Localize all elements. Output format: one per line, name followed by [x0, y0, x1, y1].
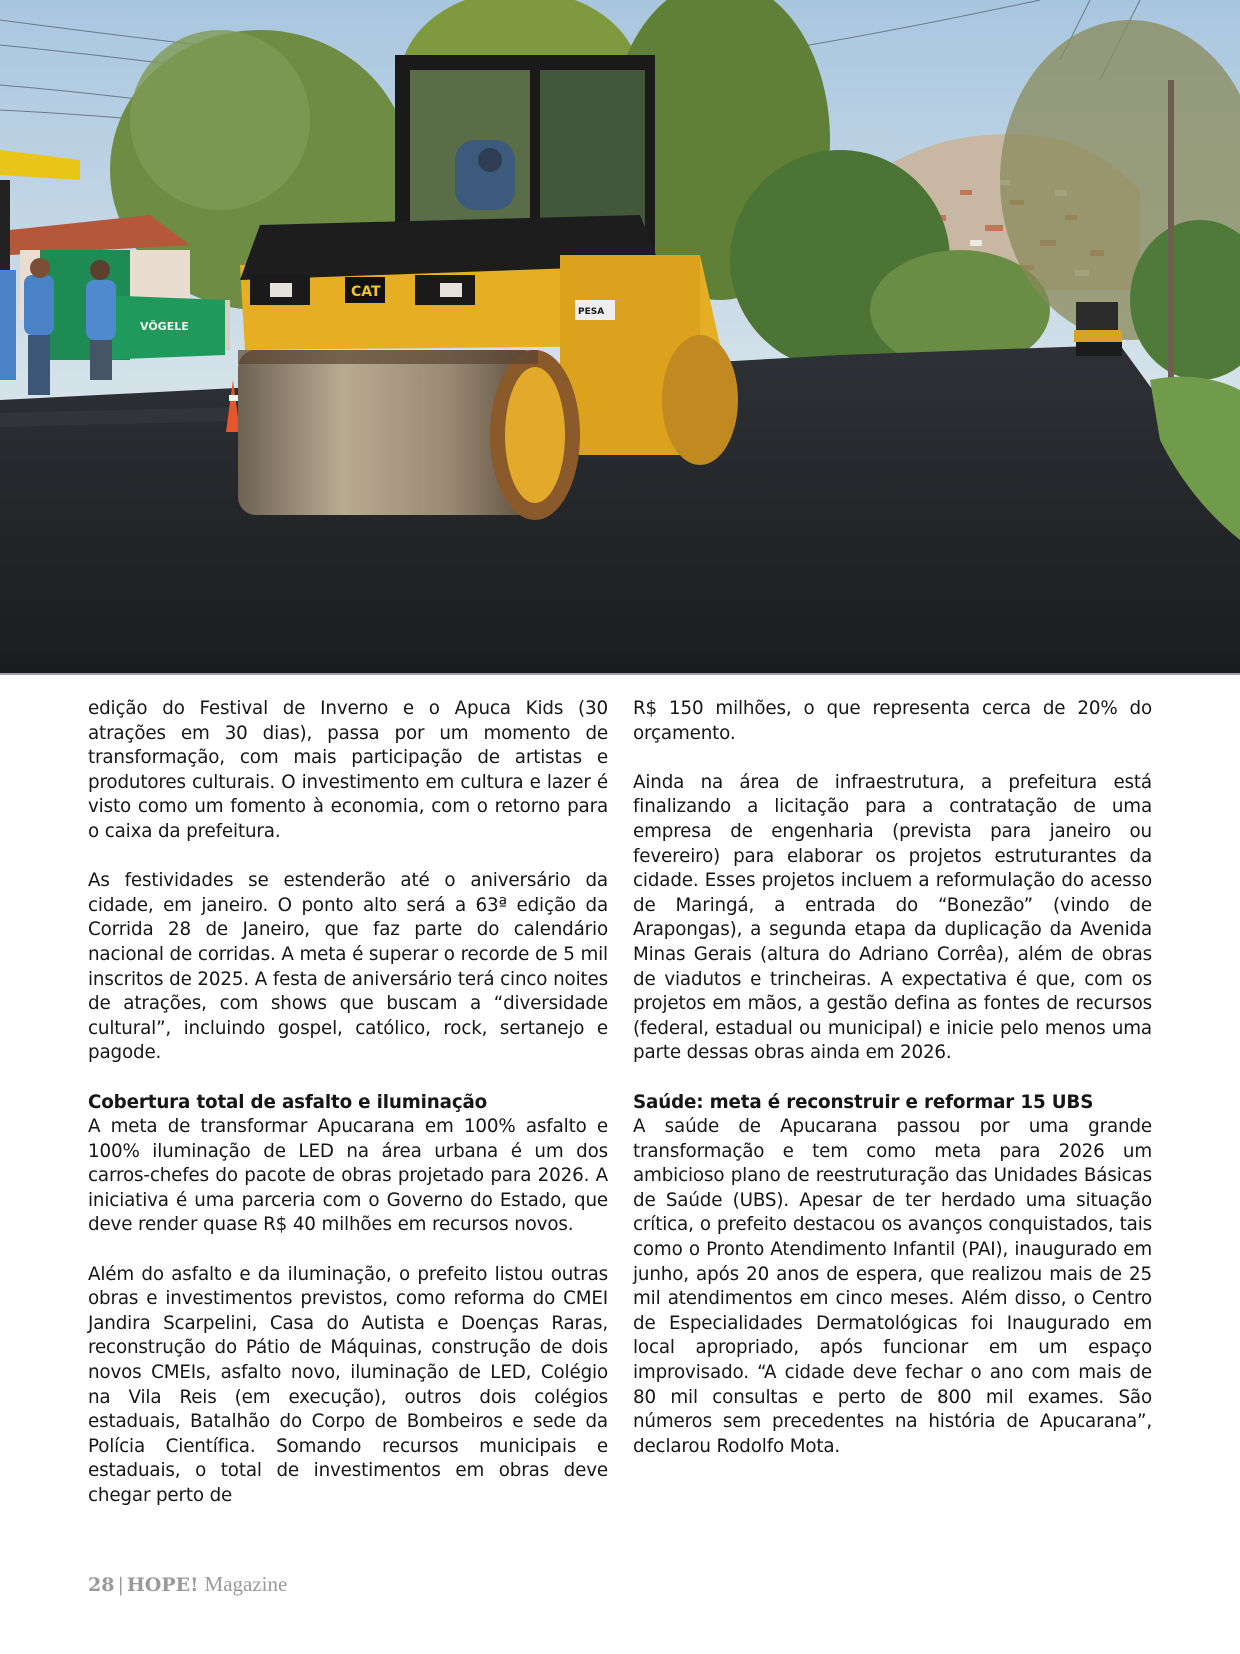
- magazine-brand: HOPE!: [126, 1574, 199, 1596]
- roller-brand-text: CAT: [351, 284, 381, 300]
- magazine-label: Magazine: [204, 1572, 288, 1596]
- distant-roller: [1074, 302, 1122, 356]
- paragraph-asphalt-goal: A meta de transformar Apucarana em 100% asfalto e 100% iluminação de LED na área urbana é um dos carros-chefes do pacote de obras projetado para 2026. A iniciativa é uma parceria com o Governo do Estado, que deve render quase R$ 40 milhões em recursos novos.: [88, 1116, 608, 1236]
- section-heading-asphalt: Cobertura total de asfalto e iluminação: [88, 1091, 488, 1113]
- roller-side-label: PESA: [578, 307, 605, 317]
- section-heading-health: Saúde: meta é reconstruir e reformar 15 UBS: [633, 1091, 1094, 1113]
- paragraph-budget: R$ 150 milhões, o que representa cerca de 20% do orçamento.: [633, 698, 1152, 744]
- left-column: [88, 697, 608, 1533]
- paragraph-health: A saúde de Apucarana passou por uma grande transformação e tem como meta para 2026 um ambicioso plano de reestruturação das Unidades Básicas de Saúde (UBS). Apesar de ter herdado uma situação crítica, o prefeito destacou os avanços conquistados, tais como o Pronto Atendimento Infantil (PAI), inaugurado em junho, após 20 anos de espera, que realizou mais de 25 mil atendimentos em cinco meses. Além disso, o Centro de Especialidades Dermatológicas foi Inaugurado em local apropriado, após funcionar em um espaço improvisado. “A cidade deve fechar o ano com mais de 80 mil consultas e perto de 800 mil exames. São números sem precedentes na história de Apucarana”, declarou Rodolfo Mota.: [633, 1116, 1152, 1457]
- footer-separator: |: [117, 1574, 124, 1596]
- paragraph-other-works: Além do asfalto e da iluminação, o prefeito listou outras obras e investimentos previstos, como reforma do CMEI Jandira Scarpelini, Casa do Autista e Doenças Raras, reconstrução do Pátio de Máquinas, construção de dois novos CMEIs, asfalto novo, iluminação de LED, Colégio na Vila Reis (em execução), outros dois colégios estaduais, Batalhão do Corpo de Bombeiros e sede da Polícia Científica. Somando recursos municipais e estaduais, o total de investimentos em obras deve chegar perto de: [88, 1263, 608, 1506]
- paragraph-festivities: As festividades se estenderão até o aniversário da cidade, em janeiro. O ponto alto será a 63ª edição da Corrida 28 de Janeiro, que faz parte do calendário nacional de corridas. A meta é superar o recorde de 5 mil inscritos de 2025. A festa de aniversário terá cinco noites de atrações, com shows que buscam a “diversidade cultural”, incluindo gospel, católico, rock, sertanejo e pagode.: [88, 870, 608, 1064]
- page-footer: [88, 1572, 287, 1597]
- road-roller-illustration: [0, 0, 1240, 675]
- paragraph-festival: edição do Festival de Inverno e o Apuca Kids (30 atrações em 30 dias), passa por um momento de transformação, com mais participação de artistas e produtores culturais. O investimento em cultura e lazer é visto como um fomento à economia, com o retorno para o caixa da prefeitura.: [88, 698, 608, 842]
- hero-photo: [0, 0, 1240, 675]
- paver-brand-text: VÖGELE: [140, 320, 189, 333]
- right-column: [633, 697, 1152, 1484]
- paragraph-infrastructure: Ainda na área de infraestrutura, a prefeitura está finalizando a licitação para a contratação de uma empresa de engenharia (prevista para janeiro ou fevereiro) para elaborar os projetos estruturantes da cidade. Esses projetos incluem a reformulação do acesso de Maringá, a entrada do “Bonezão” (vindo de Arapongas), a segunda etapa da duplicação da Avenida Minas Gerais (altura do Adriano Corrêa), além de obras de viadutos e trincheiras. A expectativa é que, com os projetos em mãos, a gestão defina as fontes de recursos (federal, estadual ou municipal) e inicie pelo menos uma parte dessas obras ainda em 2026.: [633, 771, 1152, 1064]
- page-number: 28: [88, 1574, 115, 1596]
